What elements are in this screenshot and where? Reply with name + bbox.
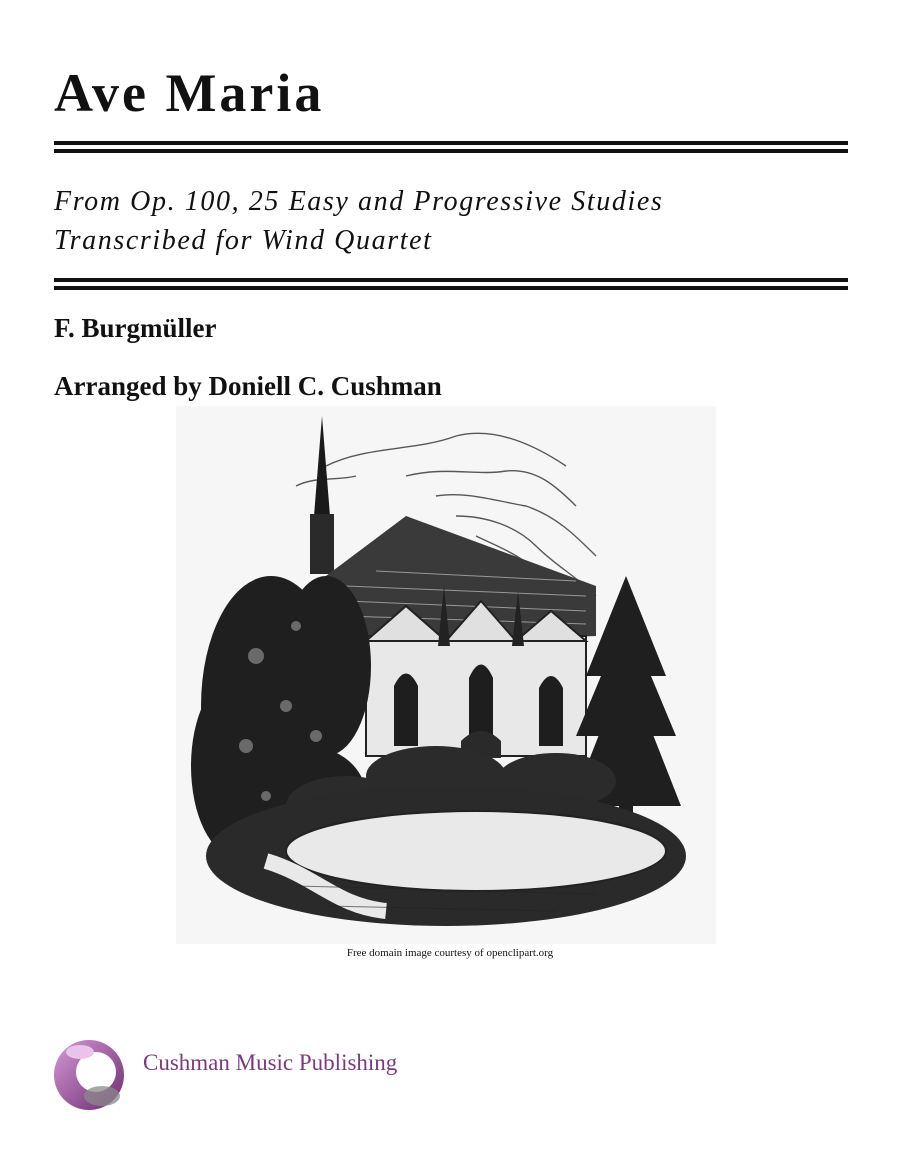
arranger-name: Arranged by Doniell C. Cushman (54, 371, 442, 401)
church-in-trees-illustration (176, 406, 716, 944)
subtitle-line-2: Transcribed for Wind Quartet (54, 225, 433, 256)
publisher-name: Cushman Music Publishing (143, 1050, 398, 1075)
composer-name: F. Burgmüller (54, 313, 217, 343)
subtitle-line-1: From Op. 100, 25 Easy and Progressive Studies (54, 186, 664, 217)
crescent-c-logo-icon (52, 1038, 126, 1112)
church-illustration (176, 406, 716, 944)
top-double-rule (54, 141, 848, 153)
page-title: Ave Maria (54, 63, 325, 123)
image-credit-caption: Free domain image courtesy of openclipart.org (346, 947, 554, 959)
bottom-double-rule (54, 278, 848, 290)
